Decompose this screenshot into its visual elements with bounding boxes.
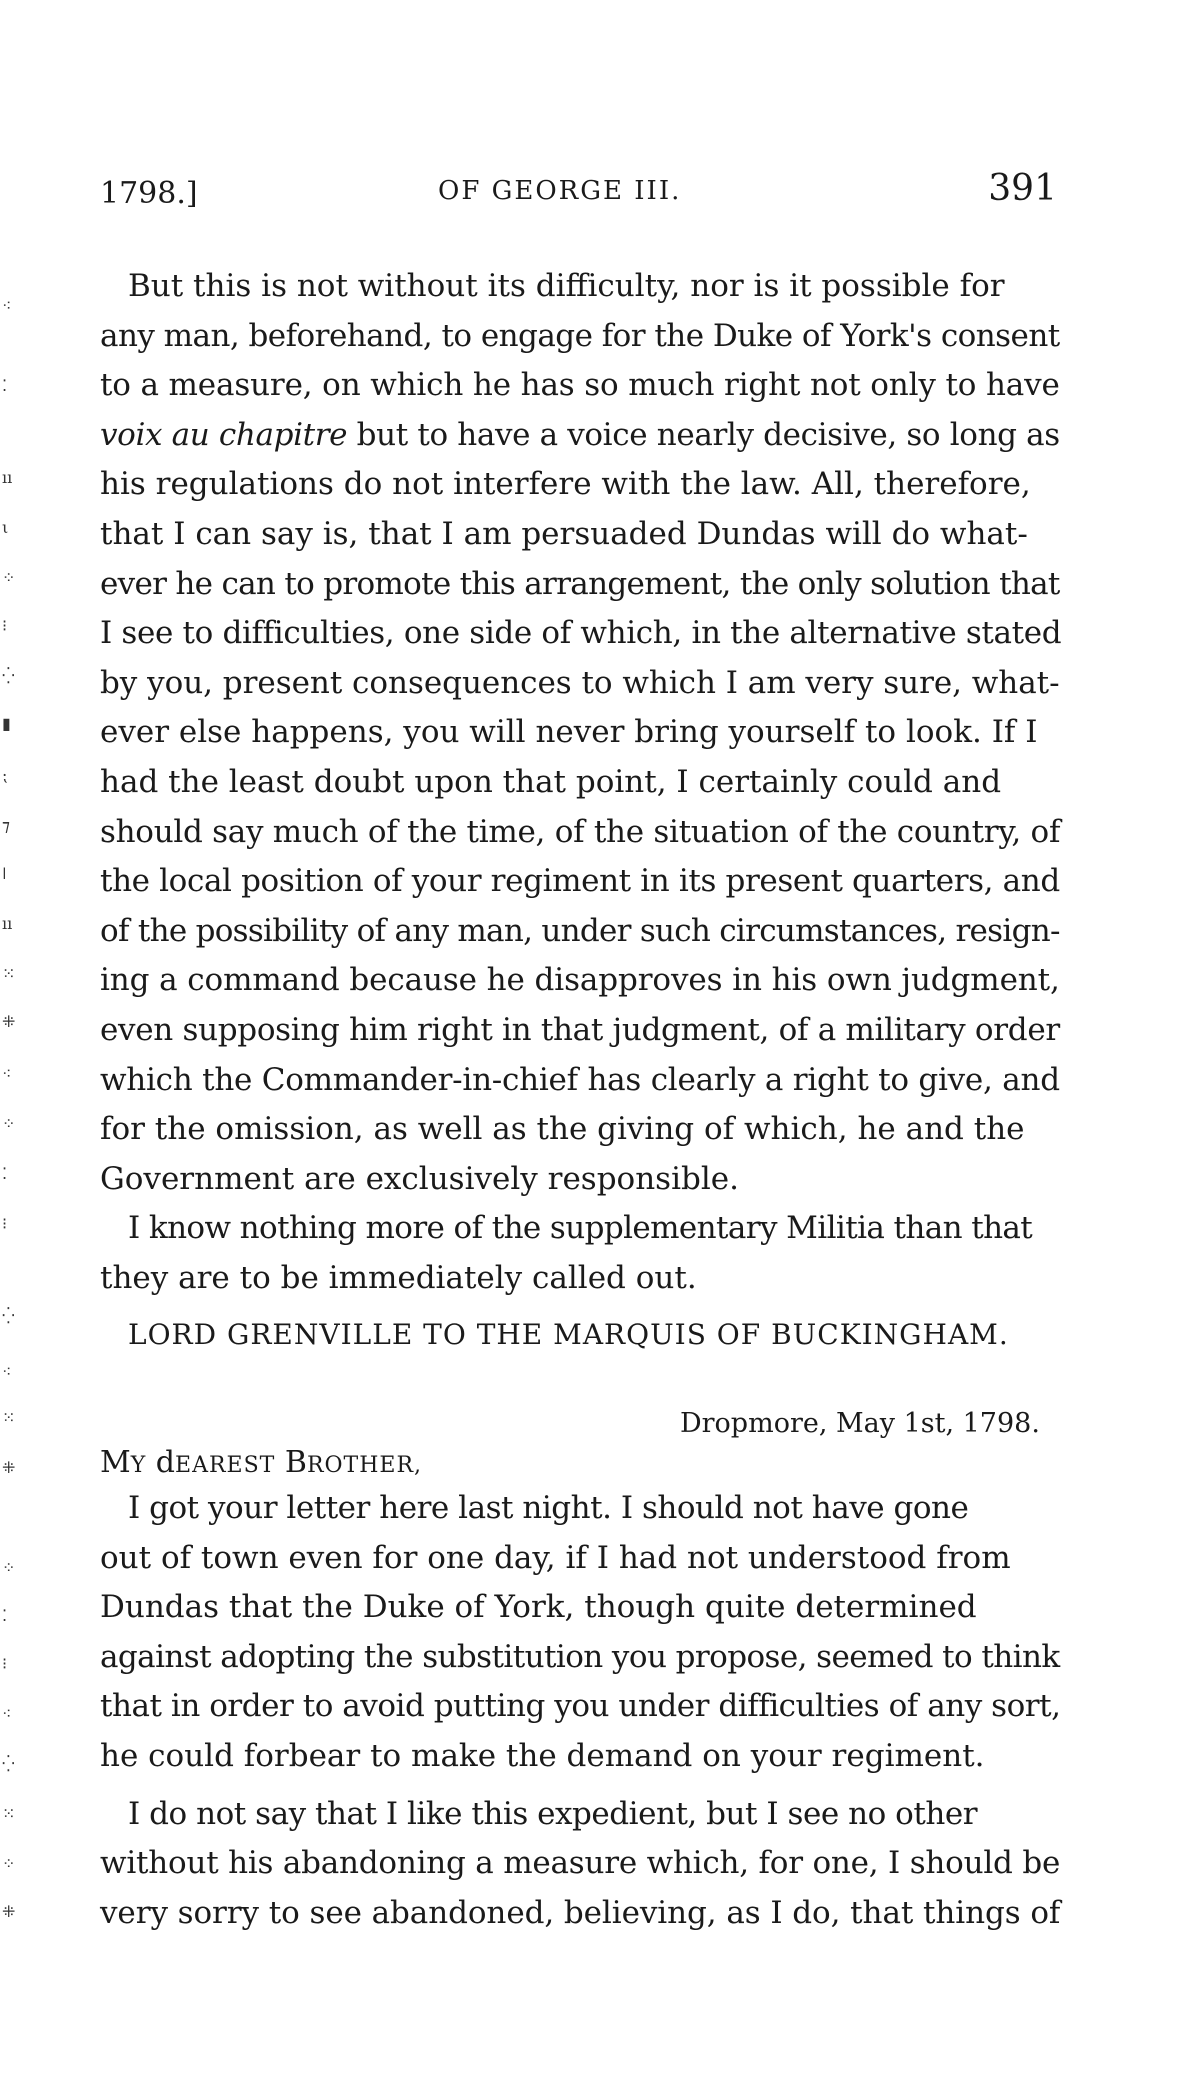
salutation-small-caps: EAREST	[175, 1453, 276, 1478]
running-header	[100, 168, 1060, 228]
margin-smudge: ι	[2, 518, 9, 537]
margin-smudge: ⁝	[2, 616, 8, 635]
margin-smudge: ⁏	[2, 766, 8, 785]
text-line: should say much of the time, of the situation of the country, of	[100, 813, 1061, 850]
text-line: out of town even for one day, if I had not understood from	[100, 1539, 1011, 1576]
letter-dateline: Dropmore, May 1st, 1798.	[680, 1408, 1040, 1439]
header-running-title: OF GEORGE III.	[438, 176, 682, 206]
salutation-initial: M	[100, 1445, 131, 1480]
margin-smudge: ⁙	[2, 1804, 16, 1823]
text-line: for the omission, as well as the giving of which, he and the	[100, 1111, 1025, 1148]
text-line: ever else happens, you will never bring yourself to look. If I	[100, 714, 1038, 751]
text-line: they are to be immediately called out.	[100, 1259, 697, 1296]
margin-smudge: ⁚	[2, 1606, 8, 1625]
italic-phrase: voix au chapitre	[100, 416, 348, 453]
margin-smudge: ⁚	[2, 376, 8, 395]
text-line: he could forbear to make the demand on your regiment.	[100, 1737, 985, 1774]
text-line: I see to difficulties, one side of which, in the alternative stated	[100, 615, 1062, 652]
text-line: by you, present consequences to which I am very sure, what-	[100, 664, 1060, 701]
text-line: to a measure, on which he has so much right not only to have	[100, 367, 1060, 404]
text-line: any man, beforehand, to engage for the Duke of York's consent	[100, 317, 1060, 354]
text-line: that in order to avoid putting you under difficulties of any sort,	[100, 1688, 1061, 1725]
text-line: without his abandoning a measure which, for one, I should be	[100, 1845, 1061, 1882]
text-line: ever he can to promote this arrangement, the only solution that	[100, 565, 1060, 602]
margin-smudge: ⁛	[2, 1754, 15, 1773]
text-line: I know nothing more of the supplementary Militia than that	[128, 1210, 1033, 1247]
text-line: the local position of your regiment in its present quarters, and	[100, 863, 1060, 900]
margin-smudge: ⁜	[2, 1012, 16, 1031]
margin-smudge: ⁚	[2, 1164, 8, 1183]
margin-smudge: ⁙	[2, 1408, 16, 1427]
page-number: 391	[988, 168, 1057, 209]
letter-heading: LORD GRENVILLE TO THE MARQUIS OF BUCKINGHAM.	[128, 1318, 1009, 1351]
salutation-small-caps: ROTHER,	[306, 1453, 423, 1478]
margin-smudge: ▮	[2, 714, 11, 733]
text-line: of the possibility of any man, under such circumstances, resign-	[100, 912, 1060, 949]
margin-smudge: ⁝	[2, 1654, 8, 1673]
margin-smudge: ⁖	[2, 1362, 12, 1381]
text-line	[100, 411, 1060, 461]
text-line: that I can say is, that I am persuaded Dundas will do what-	[100, 515, 1028, 552]
margin-smudge: ⁖	[2, 296, 12, 315]
salutation-small-caps: Y	[130, 1453, 147, 1478]
margin-smudge: ⁖	[2, 1704, 12, 1723]
salutation-initial: B	[284, 1445, 307, 1480]
text-line: had the least doubt upon that point, I certainly could and	[100, 763, 1002, 800]
margin-smudge: ⁘	[2, 1854, 16, 1873]
margin-smudge: ⁘	[2, 568, 16, 587]
margin-smudge: ǀ	[2, 864, 7, 883]
margin-smudge: ⁙	[2, 964, 16, 983]
margin-smudge: ⁛	[2, 666, 15, 685]
text-line: which the Commander-in-chief has clearly a right to give, and	[100, 1061, 1060, 1098]
margin-smudge: ⁘	[2, 1558, 16, 1577]
margin-smudge: ⁊	[2, 816, 10, 835]
header-year: 1798.]	[100, 176, 198, 211]
text-line: I do not say that I like this expedient, but I see no other	[128, 1795, 978, 1832]
text-line: ing a command because he disapproves in his own judgment,	[100, 962, 1060, 999]
salutation-initial: d	[155, 1445, 176, 1480]
margin-smudge: ⁝	[2, 1214, 8, 1233]
text-line: very sorry to see abandoned, believing, as I do, that things of	[100, 1894, 1061, 1931]
text-line: But this is not without its difficulty, nor is it possible for	[128, 268, 1005, 304]
margin-smudge: ⁘	[2, 1114, 16, 1133]
letter-body	[100, 1484, 1060, 1938]
line-rest: but to have a voice nearly decisive, so long as	[347, 416, 1060, 453]
margin-smudge: ⁖	[2, 1064, 12, 1083]
letter-salutation	[100, 1445, 422, 1480]
margin-smudge: ıı	[2, 914, 13, 933]
margin-smudge: ıı	[2, 468, 13, 487]
text-line: against adopting the substitution you propose, seemed to think	[100, 1638, 1060, 1675]
margin-smudge: ⁜	[2, 1458, 16, 1477]
paragraph-gap	[100, 1782, 1060, 1790]
text-line: Government are exclusively responsible.	[100, 1160, 739, 1197]
text-line: I got your letter here last night. I should not have gone	[128, 1490, 969, 1526]
text-line: his regulations do not interfere with the law. All, therefore,	[100, 466, 1031, 503]
margin-smudge: ⁜	[2, 1902, 16, 1921]
text-line: even supposing him right in that judgment, of a military order	[100, 1011, 1060, 1048]
paragraph-1	[100, 262, 1060, 1303]
text-line: Dundas that the Duke of York, though quite determined	[100, 1589, 977, 1626]
margin-smudge: ⁛	[2, 1306, 15, 1325]
